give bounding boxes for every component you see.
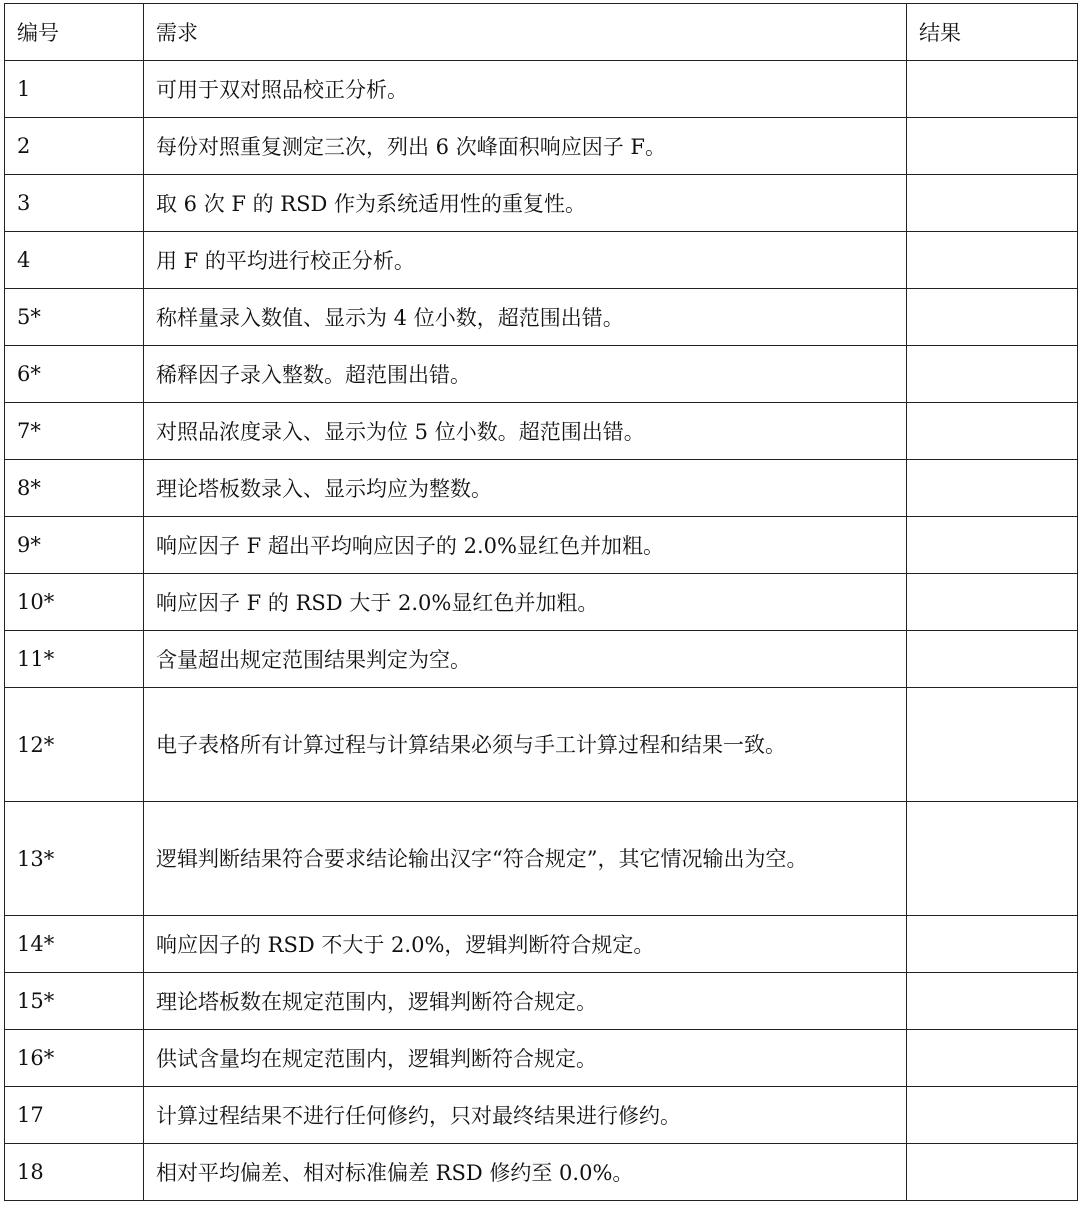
table-row [5,517,1078,574]
table-row [5,574,1078,631]
row-requirement: 含量超出规定范围结果判定为空。 [144,631,907,688]
row-number: 7* [5,403,144,460]
row-number: 6* [5,346,144,403]
row-result[interactable] [907,1087,1078,1144]
row-number: 10* [5,574,144,631]
row-number: 18 [5,1144,144,1201]
row-requirement: 相对平均偏差、相对标准偏差 RSD 修约至 0.0%。 [144,1144,907,1201]
row-requirement: 响应因子 F 超出平均响应因子的 2.0%显红色并加粗。 [144,517,907,574]
row-result[interactable] [907,61,1078,118]
row-number: 4 [5,232,144,289]
row-requirement: 理论塔板数在规定范围内，逻辑判断符合规定。 [144,973,907,1030]
row-result[interactable] [907,460,1078,517]
row-requirement: 可用于双对照品校正分析。 [144,61,907,118]
row-number: 1 [5,61,144,118]
table-row [5,1144,1078,1201]
row-result[interactable] [907,916,1078,973]
table-row [5,802,1078,916]
row-requirement: 计算过程结果不进行任何修约，只对最终结果进行修约。 [144,1087,907,1144]
row-result[interactable] [907,289,1078,346]
table-header-row [5,4,1078,61]
row-result[interactable] [907,346,1078,403]
table-row [5,460,1078,517]
table-row [5,61,1078,118]
row-requirement: 用 F 的平均进行校正分析。 [144,232,907,289]
row-number: 17 [5,1087,144,1144]
row-requirement: 取 6 次 F 的 RSD 作为系统适用性的重复性。 [144,175,907,232]
row-result[interactable] [907,574,1078,631]
table-row [5,175,1078,232]
row-number: 3 [5,175,144,232]
row-result[interactable] [907,688,1078,802]
row-number: 15* [5,973,144,1030]
row-number: 11* [5,631,144,688]
table-row [5,973,1078,1030]
row-number: 8* [5,460,144,517]
row-number: 2 [5,118,144,175]
row-requirement: 对照品浓度录入、显示为位 5 位小数。超范围出错。 [144,403,907,460]
row-result[interactable] [907,1144,1078,1201]
table-row [5,1087,1078,1144]
header-requirement: 需求 [144,4,907,61]
row-result[interactable] [907,1030,1078,1087]
table-row [5,1030,1078,1087]
table-row [5,916,1078,973]
table-row [5,346,1078,403]
row-result[interactable] [907,232,1078,289]
row-result[interactable] [907,175,1078,232]
header-result: 结果 [907,4,1078,61]
table-row [5,403,1078,460]
row-number: 5* [5,289,144,346]
row-number: 9* [5,517,144,574]
row-requirement: 供试含量均在规定范围内，逻辑判断符合规定。 [144,1030,907,1087]
row-requirement: 每份对照重复测定三次，列出 6 次峰面积响应因子 F。 [144,118,907,175]
row-requirement: 响应因子的 RSD 不大于 2.0%，逻辑判断符合规定。 [144,916,907,973]
requirements-table [4,3,1078,1201]
row-requirement: 电子表格所有计算过程与计算结果必须与手工计算过程和结果一致。 [144,688,907,802]
table-row [5,118,1078,175]
row-requirement: 响应因子 F 的 RSD 大于 2.0%显红色并加粗。 [144,574,907,631]
row-number: 14* [5,916,144,973]
row-result[interactable] [907,403,1078,460]
row-result[interactable] [907,118,1078,175]
table-row [5,631,1078,688]
table-row [5,232,1078,289]
row-requirement: 称样量录入数值、显示为 4 位小数，超范围出错。 [144,289,907,346]
row-number: 16* [5,1030,144,1087]
table-row [5,289,1078,346]
row-result[interactable] [907,631,1078,688]
header-no: 编号 [5,4,144,61]
row-result[interactable] [907,517,1078,574]
row-requirement: 理论塔板数录入、显示均应为整数。 [144,460,907,517]
row-number: 12* [5,688,144,802]
row-result[interactable] [907,802,1078,916]
table-row [5,688,1078,802]
row-requirement: 逻辑判断结果符合要求结论输出汉字“符合规定”，其它情况输出为空。 [144,802,907,916]
row-requirement: 稀释因子录入整数。超范围出错。 [144,346,907,403]
row-number: 13* [5,802,144,916]
row-result[interactable] [907,973,1078,1030]
